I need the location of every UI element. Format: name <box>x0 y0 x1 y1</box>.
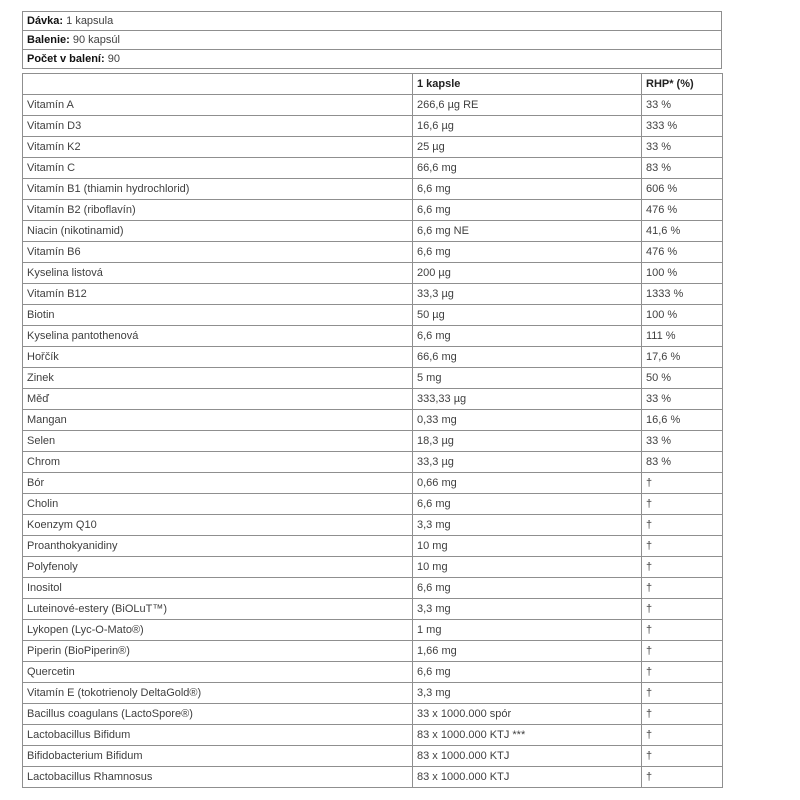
table-row <box>23 410 723 431</box>
nutrition-table-body <box>23 95 723 788</box>
nutrient-amount: 3,3 mg <box>413 599 642 620</box>
table-row <box>23 137 723 158</box>
nutrient-amount: 33,3 µg <box>413 452 642 473</box>
nutrient-name: Vitamín C <box>23 158 413 179</box>
nutrient-amount: 6,6 mg <box>413 494 642 515</box>
nutrient-rhp: 33 % <box>642 137 723 158</box>
nutrient-name: Vitamín D3 <box>23 116 413 137</box>
table-row <box>23 557 723 578</box>
table-row <box>23 620 723 641</box>
nutrient-amount: 83 x 1000.000 KTJ <box>413 767 642 788</box>
info-value: 90 <box>107 53 120 65</box>
table-row <box>23 347 723 368</box>
info-row <box>23 50 722 69</box>
dose-info-table <box>22 11 722 69</box>
table-row <box>23 536 723 557</box>
nutrition-table <box>22 73 723 788</box>
nutrient-rhp: 111 % <box>642 326 723 347</box>
table-row <box>23 473 723 494</box>
table-row <box>23 599 723 620</box>
nutrient-rhp: † <box>642 746 723 767</box>
table-row <box>23 578 723 599</box>
nutrient-name: Niacin (nikotinamid) <box>23 221 413 242</box>
nutrient-name: Biotin <box>23 305 413 326</box>
info-cell <box>23 50 722 69</box>
nutrient-name: Chrom <box>23 452 413 473</box>
nutrient-amount: 1 mg <box>413 620 642 641</box>
nutrient-rhp: 100 % <box>642 305 723 326</box>
nutrient-amount: 18,3 µg <box>413 431 642 452</box>
info-label: Dávka: <box>27 15 67 27</box>
header-rhp-percent: RHP* (%) <box>642 74 723 95</box>
nutrient-rhp: 83 % <box>642 452 723 473</box>
table-row <box>23 767 723 788</box>
nutrient-rhp: † <box>642 473 723 494</box>
table-row <box>23 263 723 284</box>
nutrient-name: Luteinové-estery (BiOLuT™) <box>23 599 413 620</box>
nutrient-rhp: † <box>642 641 723 662</box>
nutrient-amount: 66,6 mg <box>413 347 642 368</box>
table-row <box>23 242 723 263</box>
nutrient-rhp: 41,6 % <box>642 221 723 242</box>
nutrient-amount: 6,6 mg <box>413 242 642 263</box>
nutrition-header-row <box>23 74 723 95</box>
table-row <box>23 368 723 389</box>
nutrient-rhp: † <box>642 704 723 725</box>
nutrient-rhp: † <box>642 557 723 578</box>
nutrient-amount: 200 µg <box>413 263 642 284</box>
nutrient-name: Bifidobacterium Bifidum <box>23 746 413 767</box>
nutrient-rhp: 1333 % <box>642 284 723 305</box>
nutrient-rhp: † <box>642 683 723 704</box>
table-row <box>23 221 723 242</box>
nutrient-name: Hořčík <box>23 347 413 368</box>
nutrient-amount: 3,3 mg <box>413 683 642 704</box>
nutrient-rhp: 83 % <box>642 158 723 179</box>
table-row <box>23 725 723 746</box>
nutrient-name: Piperin (BioPiperin®) <box>23 641 413 662</box>
table-row <box>23 200 723 221</box>
nutrient-name: Vitamín K2 <box>23 137 413 158</box>
nutrient-amount: 83 x 1000.000 KTJ <box>413 746 642 767</box>
nutrient-amount: 33 x 1000.000 spór <box>413 704 642 725</box>
table-row <box>23 641 723 662</box>
info-cell <box>23 31 722 50</box>
nutrient-amount: 50 µg <box>413 305 642 326</box>
nutrient-name: Koenzym Q10 <box>23 515 413 536</box>
nutrient-name: Kyselina listová <box>23 263 413 284</box>
nutrient-rhp: 333 % <box>642 116 723 137</box>
nutrient-amount: 5 mg <box>413 368 642 389</box>
header-per-capsule: 1 kapsle <box>413 74 642 95</box>
nutrient-amount: 0,66 mg <box>413 473 642 494</box>
nutrient-amount: 3,3 mg <box>413 515 642 536</box>
nutrient-amount: 6,6 mg <box>413 326 642 347</box>
nutrient-rhp: 33 % <box>642 95 723 116</box>
table-row <box>23 746 723 767</box>
nutrient-rhp: † <box>642 620 723 641</box>
info-label: Počet v balení: <box>27 53 108 65</box>
nutrient-rhp: 33 % <box>642 431 723 452</box>
nutrient-rhp: 33 % <box>642 389 723 410</box>
table-row <box>23 284 723 305</box>
info-cell <box>23 12 722 31</box>
nutrient-name: Bacillus coagulans (LactoSpore®) <box>23 704 413 725</box>
table-row <box>23 515 723 536</box>
nutrient-name: Polyfenoly <box>23 557 413 578</box>
table-row <box>23 158 723 179</box>
table-row <box>23 95 723 116</box>
nutrient-name: Inositol <box>23 578 413 599</box>
info-label: Balenie: <box>27 34 73 46</box>
info-row <box>23 12 722 31</box>
nutrient-name: Kyselina pantothenová <box>23 326 413 347</box>
nutrient-name: Bór <box>23 473 413 494</box>
nutrient-name: Vitamín A <box>23 95 413 116</box>
table-row <box>23 116 723 137</box>
dose-info-body <box>23 12 722 69</box>
nutrient-amount: 16,6 µg <box>413 116 642 137</box>
nutrient-rhp: 17,6 % <box>642 347 723 368</box>
nutrient-amount: 83 x 1000.000 KTJ *** <box>413 725 642 746</box>
nutrient-rhp: 606 % <box>642 179 723 200</box>
nutrient-name: Zinek <box>23 368 413 389</box>
nutrient-rhp: † <box>642 767 723 788</box>
nutrient-name: Cholin <box>23 494 413 515</box>
table-row <box>23 452 723 473</box>
table-row <box>23 683 723 704</box>
nutrient-amount: 6,6 mg <box>413 578 642 599</box>
table-row <box>23 494 723 515</box>
table-row <box>23 179 723 200</box>
info-row <box>23 31 722 50</box>
nutrient-amount: 10 mg <box>413 557 642 578</box>
table-row <box>23 704 723 725</box>
nutrient-rhp: † <box>642 725 723 746</box>
nutrient-amount: 6,6 mg <box>413 179 642 200</box>
nutrient-rhp: 476 % <box>642 200 723 221</box>
nutrient-amount: 33,3 µg <box>413 284 642 305</box>
nutrient-name: Vitamín B12 <box>23 284 413 305</box>
nutrient-name: Vitamín E (tokotrienoly DeltaGold®) <box>23 683 413 704</box>
nutrient-name: Lactobacillus Bifidum <box>23 725 413 746</box>
nutrient-rhp: 476 % <box>642 242 723 263</box>
info-value: 1 kapsula <box>66 15 114 27</box>
nutrient-name: Vitamín B2 (riboflavín) <box>23 200 413 221</box>
nutrient-name: Vitamín B6 <box>23 242 413 263</box>
nutrient-name: Quercetin <box>23 662 413 683</box>
nutrient-rhp: † <box>642 662 723 683</box>
info-value: 90 kapsúl <box>72 34 120 46</box>
nutrient-rhp: † <box>642 578 723 599</box>
nutrient-amount: 6,6 mg <box>413 200 642 221</box>
nutrient-rhp: † <box>642 494 723 515</box>
nutrient-amount: 333,33 µg <box>413 389 642 410</box>
nutrient-amount: 0,33 mg <box>413 410 642 431</box>
table-row <box>23 326 723 347</box>
table-row <box>23 431 723 452</box>
nutrient-amount: 1,66 mg <box>413 641 642 662</box>
nutrient-name: Mangan <box>23 410 413 431</box>
nutrient-rhp: 100 % <box>642 263 723 284</box>
nutrient-amount: 266,6 µg RE <box>413 95 642 116</box>
table-row <box>23 662 723 683</box>
table-row <box>23 305 723 326</box>
nutrient-amount: 25 µg <box>413 137 642 158</box>
nutrient-name: Lactobacillus Rhamnosus <box>23 767 413 788</box>
nutrient-rhp: † <box>642 515 723 536</box>
nutrient-rhp: † <box>642 536 723 557</box>
nutrient-name: Vitamín B1 (thiamin hydrochlorid) <box>23 179 413 200</box>
nutrient-rhp: † <box>642 599 723 620</box>
nutrient-amount: 10 mg <box>413 536 642 557</box>
nutrient-name: Proanthokyanidiny <box>23 536 413 557</box>
header-empty-cell <box>23 74 413 95</box>
table-row <box>23 389 723 410</box>
nutrient-name: Selen <box>23 431 413 452</box>
tables-container <box>22 11 722 788</box>
nutrient-name: Lykopen (Lyc-O-Mato®) <box>23 620 413 641</box>
nutrient-rhp: 16,6 % <box>642 410 723 431</box>
nutrient-amount: 6,6 mg <box>413 662 642 683</box>
nutrient-amount: 66,6 mg <box>413 158 642 179</box>
nutrition-table-head <box>23 74 723 95</box>
nutrient-name: Měď <box>23 389 413 410</box>
nutrient-amount: 6,6 mg NE <box>413 221 642 242</box>
nutrient-rhp: 50 % <box>642 368 723 389</box>
